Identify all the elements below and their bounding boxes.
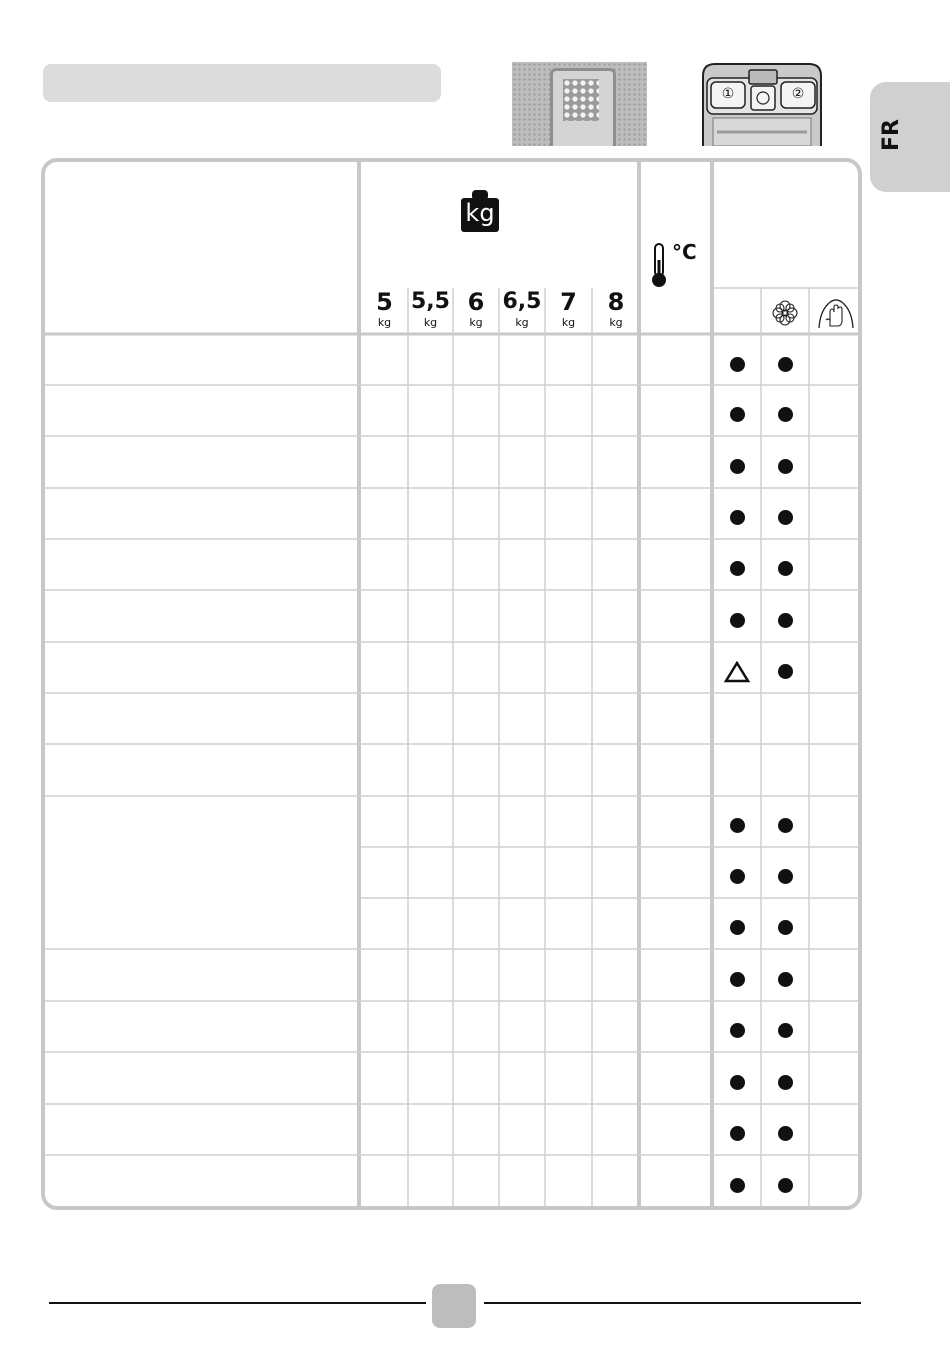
load-value: 8: [607, 288, 625, 316]
compartment-dot-mark: [730, 1178, 745, 1193]
compartment-dot-mark: [778, 561, 793, 576]
footer-rule-left: [49, 1302, 426, 1304]
compartment-dot-mark: [778, 1023, 793, 1038]
compartment-dot-mark: [778, 459, 793, 474]
language-tab-label: FR: [879, 119, 904, 151]
load-value: 7: [560, 288, 577, 316]
compartment-dot-mark: [730, 869, 745, 884]
compartment-dot-mark: [730, 407, 745, 422]
compartment-dot-mark: [778, 357, 793, 372]
flower-softener-icon: [770, 299, 800, 327]
load-unit: kg: [377, 316, 392, 329]
load-unit: kg: [515, 316, 529, 329]
compartment-dot-mark: [730, 561, 745, 576]
load-unit: kg: [561, 316, 576, 329]
compartment-dot-mark: [778, 664, 793, 679]
load-unit: kg: [609, 316, 623, 329]
compartment-dot-mark: [778, 407, 793, 422]
load-value: 5,5: [411, 289, 450, 314]
compartment-dot-mark: [778, 920, 793, 935]
load-unit: kg: [423, 316, 438, 329]
compartment-dot-mark: [730, 459, 745, 474]
compartment-dot-mark: [778, 1126, 793, 1141]
compartment-dot-mark: [778, 1178, 793, 1193]
compartment-dot-mark: [778, 510, 793, 525]
load-value: 5: [376, 288, 393, 316]
load-value: 6,5: [502, 289, 542, 314]
compartment-dot-mark: [778, 1075, 793, 1090]
compartment-dot-mark: [730, 1023, 745, 1038]
compartment-triangle-mark: [724, 661, 750, 683]
compartment-dot-mark: [778, 613, 793, 628]
compartment-dot-mark: [778, 972, 793, 987]
thermometer-icon: [651, 242, 667, 288]
temperature-unit: °C: [672, 240, 697, 264]
compartment-dot-mark: [778, 869, 793, 884]
hand-wash-icon: [816, 296, 856, 332]
compartment-dot-mark: [730, 613, 745, 628]
weight-kg-icon: kg: [461, 190, 499, 240]
compartment-dot-mark: [730, 1126, 745, 1141]
compartment-dot-mark: [730, 510, 745, 525]
dispenser-label-1: ①: [721, 86, 735, 102]
compartment-dot-mark: [730, 920, 745, 935]
load-unit: kg: [469, 316, 483, 329]
load-value: 6: [467, 288, 485, 316]
compartment-dot-mark: [730, 972, 745, 987]
compartment-dot-mark: [730, 1075, 745, 1090]
compartment-dot-mark: [778, 818, 793, 833]
compartment-dot-mark: [730, 357, 745, 372]
footer-rule-right: [484, 1302, 861, 1304]
dispenser-label-2: ②: [791, 86, 805, 102]
compartment-dot-mark: [730, 818, 745, 833]
page-number-badge: [432, 1284, 476, 1328]
